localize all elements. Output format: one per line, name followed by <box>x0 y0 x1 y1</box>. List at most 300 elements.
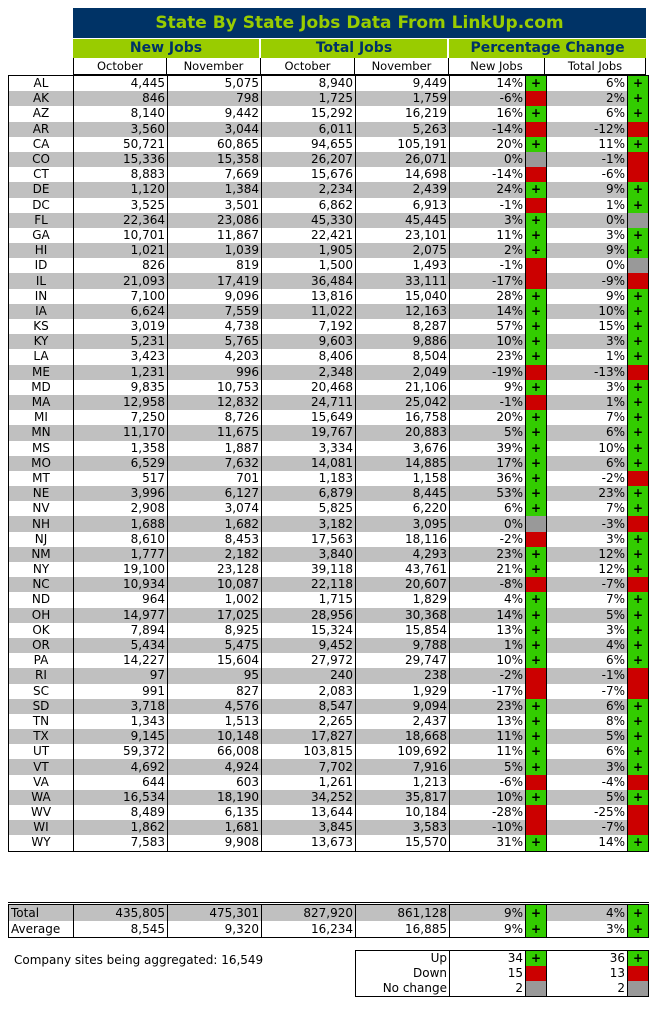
cell-new-november: 1,513 <box>168 714 262 729</box>
cell-total-november: 15,040 <box>356 289 450 304</box>
cell-state: FL <box>9 213 74 228</box>
cell-pct-new: -17% <box>450 273 526 288</box>
cell-new-october: 7,583 <box>74 835 168 851</box>
cell-total-november: 2,439 <box>356 182 450 197</box>
cell-state: VA <box>9 775 74 790</box>
cell-pct-new: 5% <box>450 759 526 774</box>
cell-new-october: 3,718 <box>74 699 168 714</box>
table-row <box>9 137 649 152</box>
cell-pct-total: -1% <box>547 152 628 167</box>
pct-new-indicator-icon: + <box>526 486 547 501</box>
table-row <box>9 547 649 562</box>
cell-state: OR <box>9 638 74 653</box>
cell-pct-new: 20% <box>450 137 526 152</box>
cell-total-november: 29,747 <box>356 653 450 668</box>
cell-new-november: 1,681 <box>168 820 262 835</box>
cell-new-october: 11,170 <box>74 425 168 440</box>
pct-total-indicator-icon: + <box>628 608 649 623</box>
cell-total-november: 1,158 <box>356 471 450 486</box>
cell-total-november: 7,916 <box>356 759 450 774</box>
cell-new-november: 15,358 <box>168 152 262 167</box>
cell-new-november: 23,128 <box>168 562 262 577</box>
cell-total-october: 16,234 <box>262 921 356 938</box>
summary-new-indicator-icon: - <box>526 966 547 981</box>
cell-new-october: 16,534 <box>74 790 168 805</box>
cell-total-october: 1,183 <box>262 471 356 486</box>
pct-total-indicator-icon: - <box>628 471 649 486</box>
cell-state: IL <box>9 273 74 288</box>
cell-new-october: 2,908 <box>74 501 168 516</box>
cell-pct-total: -7% <box>547 684 628 699</box>
cell-pct-new: -19% <box>450 365 526 380</box>
pct-total-indicator-icon: + <box>628 243 649 258</box>
cell-total-november: 30,368 <box>356 608 450 623</box>
cell-new-november: 819 <box>168 258 262 273</box>
cell-pct-new: 57% <box>450 319 526 334</box>
cell-pct-total: 6% <box>547 653 628 668</box>
cell-new-november: 17,419 <box>168 273 262 288</box>
cell-total-october: 6,862 <box>262 198 356 213</box>
cell-total-november: 3,676 <box>356 441 450 456</box>
cell-total-october: 28,956 <box>262 608 356 623</box>
cell-total-november: 33,111 <box>356 273 450 288</box>
cell-state: TX <box>9 729 74 744</box>
cell-new-october: 6,624 <box>74 304 168 319</box>
cell-total-october: 103,815 <box>262 744 356 759</box>
cell-pct-total: 3% <box>547 623 628 638</box>
table-row <box>9 243 649 258</box>
summary-row <box>9 904 649 922</box>
cell-total-october: 2,234 <box>262 182 356 197</box>
cell-pct-total: 1% <box>547 395 628 410</box>
pct-total-indicator-icon: + <box>628 289 649 304</box>
summary-total-indicator-icon <box>628 981 649 997</box>
pct-new-indicator-icon: + <box>526 380 547 395</box>
cell-total-october: 15,292 <box>262 106 356 121</box>
table-row <box>9 76 649 92</box>
pct-total-indicator-icon: + <box>628 532 649 547</box>
summary-label: Up <box>356 951 450 967</box>
pct-new-indicator-icon: + <box>526 304 547 319</box>
pct-total-indicator-icon: - <box>628 122 649 137</box>
totals-table <box>8 902 649 938</box>
pct-total-indicator-icon: - <box>628 577 649 592</box>
cell-pct-total: 12% <box>547 562 628 577</box>
pct-total-indicator-icon: + <box>628 228 649 243</box>
pct-new-indicator-icon: + <box>526 137 547 152</box>
cell-new-october: 1,688 <box>74 516 168 531</box>
cell-new-november: 5,475 <box>168 638 262 653</box>
pct-new-indicator-icon: + <box>526 213 547 228</box>
table-row <box>9 744 649 759</box>
cell-pct-new: 0% <box>450 516 526 531</box>
cell-new-october: 21,093 <box>74 273 168 288</box>
pct-total-indicator-icon: + <box>628 623 649 638</box>
table-row <box>9 516 649 531</box>
cell-pct-new: 11% <box>450 228 526 243</box>
cell-total-november: 23,101 <box>356 228 450 243</box>
cell-pct-total: 6% <box>547 456 628 471</box>
table-row <box>9 380 649 395</box>
cell-total-october: 2,265 <box>262 714 356 729</box>
cell-state: HI <box>9 243 74 258</box>
cell-state: IA <box>9 304 74 319</box>
cell-new-october: 826 <box>74 258 168 273</box>
sub-pct-total: Total Jobs <box>545 58 646 74</box>
table-row <box>9 441 649 456</box>
cell-total-october: 827,920 <box>262 904 356 922</box>
summary-label: No change <box>356 981 450 997</box>
table-row <box>9 638 649 653</box>
pct-total-indicator-icon: - <box>628 805 649 820</box>
pct-new-indicator-icon: - <box>526 577 547 592</box>
cell-new-october: 644 <box>74 775 168 790</box>
cell-state: AZ <box>9 106 74 121</box>
cell-new-november: 60,865 <box>168 137 262 152</box>
sub-new-november: November <box>167 58 261 74</box>
cell-total-november: 2,075 <box>356 243 450 258</box>
cell-state: MA <box>9 395 74 410</box>
cell-total-october: 2,348 <box>262 365 356 380</box>
cell-total-november: 15,854 <box>356 623 450 638</box>
cell-total-november: 9,886 <box>356 334 450 349</box>
summary-table <box>355 950 649 997</box>
cell-total-october: 15,649 <box>262 410 356 425</box>
cell-pct-total: 0% <box>547 258 628 273</box>
cell-state: VT <box>9 759 74 774</box>
cell-pct-total: 6% <box>547 425 628 440</box>
cell-pct-total: 6% <box>547 106 628 121</box>
cell-total-october: 8,406 <box>262 349 356 364</box>
summary-new-indicator-icon: + <box>526 951 547 967</box>
cell-total-october: 11,022 <box>262 304 356 319</box>
cell-total-october: 240 <box>262 668 356 683</box>
cell-pct-total: 6% <box>547 76 628 92</box>
cell-new-october: 991 <box>74 684 168 699</box>
table-row <box>9 91 649 106</box>
cell-state: NM <box>9 547 74 562</box>
cell-total-october: 8,940 <box>262 76 356 92</box>
cell-state: MT <box>9 471 74 486</box>
table-row <box>9 395 649 410</box>
cell-state: NY <box>9 562 74 577</box>
pct-total-indicator-icon: + <box>628 592 649 607</box>
cell-new-october: 4,692 <box>74 759 168 774</box>
table-row <box>9 365 649 380</box>
cell-pct-total: -7% <box>547 577 628 592</box>
cell-pct-new: -1% <box>450 258 526 273</box>
cell-total-october: 45,330 <box>262 213 356 228</box>
cell-total-october: 1,500 <box>262 258 356 273</box>
cell-state: MO <box>9 456 74 471</box>
cell-new-october: 10,934 <box>74 577 168 592</box>
cell-pct-total: 6% <box>547 744 628 759</box>
cell-total-october: 3,840 <box>262 547 356 562</box>
pct-new-indicator-icon: + <box>526 410 547 425</box>
cell-new-november: 1,002 <box>168 592 262 607</box>
cell-state: SD <box>9 699 74 714</box>
cell-new-november: 66,008 <box>168 744 262 759</box>
cell-state: AK <box>9 91 74 106</box>
pct-total-indicator-icon: + <box>628 921 649 938</box>
cell-total-october: 15,324 <box>262 623 356 638</box>
cell-new-november: 9,096 <box>168 289 262 304</box>
cell-pct-new: 10% <box>450 653 526 668</box>
pct-total-indicator-icon: + <box>628 759 649 774</box>
group-percentage-change: Percentage Change <box>449 39 646 58</box>
cell-pct-total: 12% <box>547 547 628 562</box>
summary-total-count: 2 <box>547 981 628 997</box>
cell-total-october: 3,845 <box>262 820 356 835</box>
cell-total-november: 9,788 <box>356 638 450 653</box>
sub-new-october: October <box>73 58 167 74</box>
cell-new-october: 19,100 <box>74 562 168 577</box>
pct-new-indicator-icon: - <box>526 805 547 820</box>
pct-new-indicator-icon: + <box>526 714 547 729</box>
cell-total-november: 14,885 <box>356 456 450 471</box>
cell-state: CT <box>9 167 74 182</box>
cell-total-october: 36,484 <box>262 273 356 288</box>
cell-state: SC <box>9 684 74 699</box>
cell-total-october: 2,083 <box>262 684 356 699</box>
cell-state: NE <box>9 486 74 501</box>
pct-new-indicator-icon: + <box>526 106 547 121</box>
cell-total-october: 1,725 <box>262 91 356 106</box>
pct-new-indicator-icon: - <box>526 668 547 683</box>
cell-state: ME <box>9 365 74 380</box>
pct-total-indicator-icon: - <box>628 684 649 699</box>
cell-pct-total: 3% <box>547 228 628 243</box>
cell-total-october: 22,421 <box>262 228 356 243</box>
cell-new-october: 3,996 <box>74 486 168 501</box>
cell-new-october: 15,336 <box>74 152 168 167</box>
cell-total-october: 6,879 <box>262 486 356 501</box>
cell-total-november: 18,668 <box>356 729 450 744</box>
cell-pct-new: 14% <box>450 76 526 92</box>
table-row <box>9 152 649 167</box>
cell-state: MS <box>9 441 74 456</box>
cell-total-november: 35,817 <box>356 790 450 805</box>
cell-total-october: 20,468 <box>262 380 356 395</box>
pct-new-indicator-icon: + <box>526 592 547 607</box>
cell-pct-new: 0% <box>450 152 526 167</box>
pct-total-indicator-icon: + <box>628 380 649 395</box>
table-row <box>9 410 649 425</box>
cell-pct-new: 16% <box>450 106 526 121</box>
summary-new-count: 15 <box>450 966 526 981</box>
pct-new-indicator-icon: + <box>526 501 547 516</box>
cell-total-november: 105,191 <box>356 137 450 152</box>
pct-total-indicator-icon: + <box>628 304 649 319</box>
pct-new-indicator-icon: + <box>526 228 547 243</box>
cell-pct-new: 24% <box>450 182 526 197</box>
pct-new-indicator-icon: + <box>526 441 547 456</box>
pct-new-indicator-icon: + <box>526 729 547 744</box>
cell-state: CO <box>9 152 74 167</box>
cell-new-october: 97 <box>74 668 168 683</box>
cell-total-november: 10,184 <box>356 805 450 820</box>
cell-new-november: 1,384 <box>168 182 262 197</box>
pct-total-indicator-icon: + <box>628 334 649 349</box>
cell-pct-new: 53% <box>450 486 526 501</box>
cell-total-november: 6,913 <box>356 198 450 213</box>
cell-total-november: 26,071 <box>356 152 450 167</box>
pct-total-indicator-icon: + <box>628 198 649 213</box>
cell-pct-new: 14% <box>450 304 526 319</box>
cell-total-november: 3,583 <box>356 820 450 835</box>
sub-pct-new: New Jobs <box>449 58 545 74</box>
cell-pct-new: 2% <box>450 243 526 258</box>
pct-new-indicator-icon: + <box>526 289 547 304</box>
cell-state: KS <box>9 319 74 334</box>
pct-new-indicator-icon <box>526 516 547 531</box>
table-row <box>9 425 649 440</box>
cell-total-october: 9,603 <box>262 334 356 349</box>
cell-state: NC <box>9 577 74 592</box>
cell-new-october: 964 <box>74 592 168 607</box>
cell-state: OK <box>9 623 74 638</box>
cell-new-november: 3,044 <box>168 122 262 137</box>
pct-new-indicator-icon: + <box>526 623 547 638</box>
cell-pct-new: -28% <box>450 805 526 820</box>
cell-new-october: 8,883 <box>74 167 168 182</box>
cell-new-october: 50,721 <box>74 137 168 152</box>
cell-pct-new: 3% <box>450 213 526 228</box>
cell-new-october: 1,862 <box>74 820 168 835</box>
cell-new-october: 1,021 <box>74 243 168 258</box>
cell-total-november: 8,504 <box>356 349 450 364</box>
cell-pct-new: 21% <box>450 562 526 577</box>
table-row <box>9 213 649 228</box>
cell-state: MD <box>9 380 74 395</box>
cell-pct-total: 14% <box>547 835 628 851</box>
cell-new-november: 827 <box>168 684 262 699</box>
cell-pct-total: 7% <box>547 410 628 425</box>
pct-total-indicator-icon <box>628 213 649 228</box>
cell-pct-total: 7% <box>547 592 628 607</box>
pct-new-indicator-icon: - <box>526 273 547 288</box>
cell-total-october: 1,715 <box>262 592 356 607</box>
cell-total-october: 14,081 <box>262 456 356 471</box>
pct-new-indicator-icon: + <box>526 334 547 349</box>
cell-new-november: 1,887 <box>168 441 262 456</box>
cell-pct-new: 23% <box>450 547 526 562</box>
cell-pct-new: 6% <box>450 501 526 516</box>
pct-total-indicator-icon: - <box>628 820 649 835</box>
cell-new-november: 17,025 <box>168 608 262 623</box>
cell-state: WA <box>9 790 74 805</box>
group-headers <box>73 39 646 58</box>
pct-new-indicator-icon <box>526 152 547 167</box>
cell-new-november: 4,738 <box>168 319 262 334</box>
table-row <box>9 684 649 699</box>
table-row <box>9 486 649 501</box>
cell-new-october: 5,231 <box>74 334 168 349</box>
cell-pct-total: -25% <box>547 805 628 820</box>
table-row <box>9 334 649 349</box>
cell-new-october: 517 <box>74 471 168 486</box>
cell-pct-new: -17% <box>450 684 526 699</box>
cell-new-november: 7,632 <box>168 456 262 471</box>
cell-new-october: 5,434 <box>74 638 168 653</box>
cell-pct-total: -7% <box>547 820 628 835</box>
cell-new-november: 10,753 <box>168 380 262 395</box>
cell-total-october: 1,905 <box>262 243 356 258</box>
cell-total-november: 2,437 <box>356 714 450 729</box>
cell-new-october: 3,525 <box>74 198 168 213</box>
cell-pct-total: 0% <box>547 213 628 228</box>
pct-new-indicator-icon: + <box>526 921 547 938</box>
cell-pct-total: 3% <box>547 532 628 547</box>
cell-total-november: 43,761 <box>356 562 450 577</box>
cell-pct-new: -10% <box>450 820 526 835</box>
cell-total-october: 17,827 <box>262 729 356 744</box>
cell-new-november: 4,203 <box>168 349 262 364</box>
pct-new-indicator-icon: + <box>526 182 547 197</box>
pct-total-indicator-icon: + <box>628 91 649 106</box>
table-row <box>9 577 649 592</box>
pct-total-indicator-icon: + <box>628 790 649 805</box>
cell-total-november: 109,692 <box>356 744 450 759</box>
cell-total-october: 13,644 <box>262 805 356 820</box>
cell-pct-total: 6% <box>547 699 628 714</box>
cell-pct-total: 1% <box>547 198 628 213</box>
company-sites-count: Company sites being aggregated: 16,549 <box>14 953 264 967</box>
cell-pct-new: 9% <box>450 904 526 922</box>
pct-total-indicator-icon: + <box>628 106 649 121</box>
cell-new-november: 95 <box>168 668 262 683</box>
pct-new-indicator-icon: - <box>526 532 547 547</box>
cell-pct-new: 28% <box>450 289 526 304</box>
group-new-jobs: New Jobs <box>73 39 261 58</box>
cell-new-october: 22,364 <box>74 213 168 228</box>
cell-new-october: 10,701 <box>74 228 168 243</box>
cell-new-october: 1,231 <box>74 365 168 380</box>
cell-pct-new: 4% <box>450 592 526 607</box>
table-row <box>9 198 649 213</box>
cell-total-october: 5,825 <box>262 501 356 516</box>
cell-state: AL <box>9 76 74 92</box>
cell-new-october: 1,358 <box>74 441 168 456</box>
pct-total-indicator-icon: + <box>628 699 649 714</box>
pct-new-indicator-icon: + <box>526 835 547 851</box>
cell-new-november: 12,832 <box>168 395 262 410</box>
cell-new-november: 996 <box>168 365 262 380</box>
table-row <box>9 820 649 835</box>
cell-total-november: 1,929 <box>356 684 450 699</box>
pct-new-indicator-icon: - <box>526 365 547 380</box>
pct-new-indicator-icon: + <box>526 699 547 714</box>
cell-state: TN <box>9 714 74 729</box>
summary-total-count: 36 <box>547 951 628 967</box>
cell-new-november: 9,320 <box>168 921 262 938</box>
cell-pct-total: 5% <box>547 790 628 805</box>
summary-row <box>9 921 649 938</box>
table-row <box>9 668 649 683</box>
cell-state: MI <box>9 410 74 425</box>
cell-new-october: 3,560 <box>74 122 168 137</box>
cell-new-october: 7,100 <box>74 289 168 304</box>
pct-new-indicator-icon: + <box>526 319 547 334</box>
cell-pct-total: 3% <box>547 380 628 395</box>
pct-total-indicator-icon <box>628 258 649 273</box>
cell-total-october: 7,192 <box>262 319 356 334</box>
pct-total-indicator-icon: + <box>628 714 649 729</box>
cell-state: MN <box>9 425 74 440</box>
pct-total-indicator-icon: + <box>628 425 649 440</box>
cell-total-november: 9,094 <box>356 699 450 714</box>
cell-total-november: 45,445 <box>356 213 450 228</box>
